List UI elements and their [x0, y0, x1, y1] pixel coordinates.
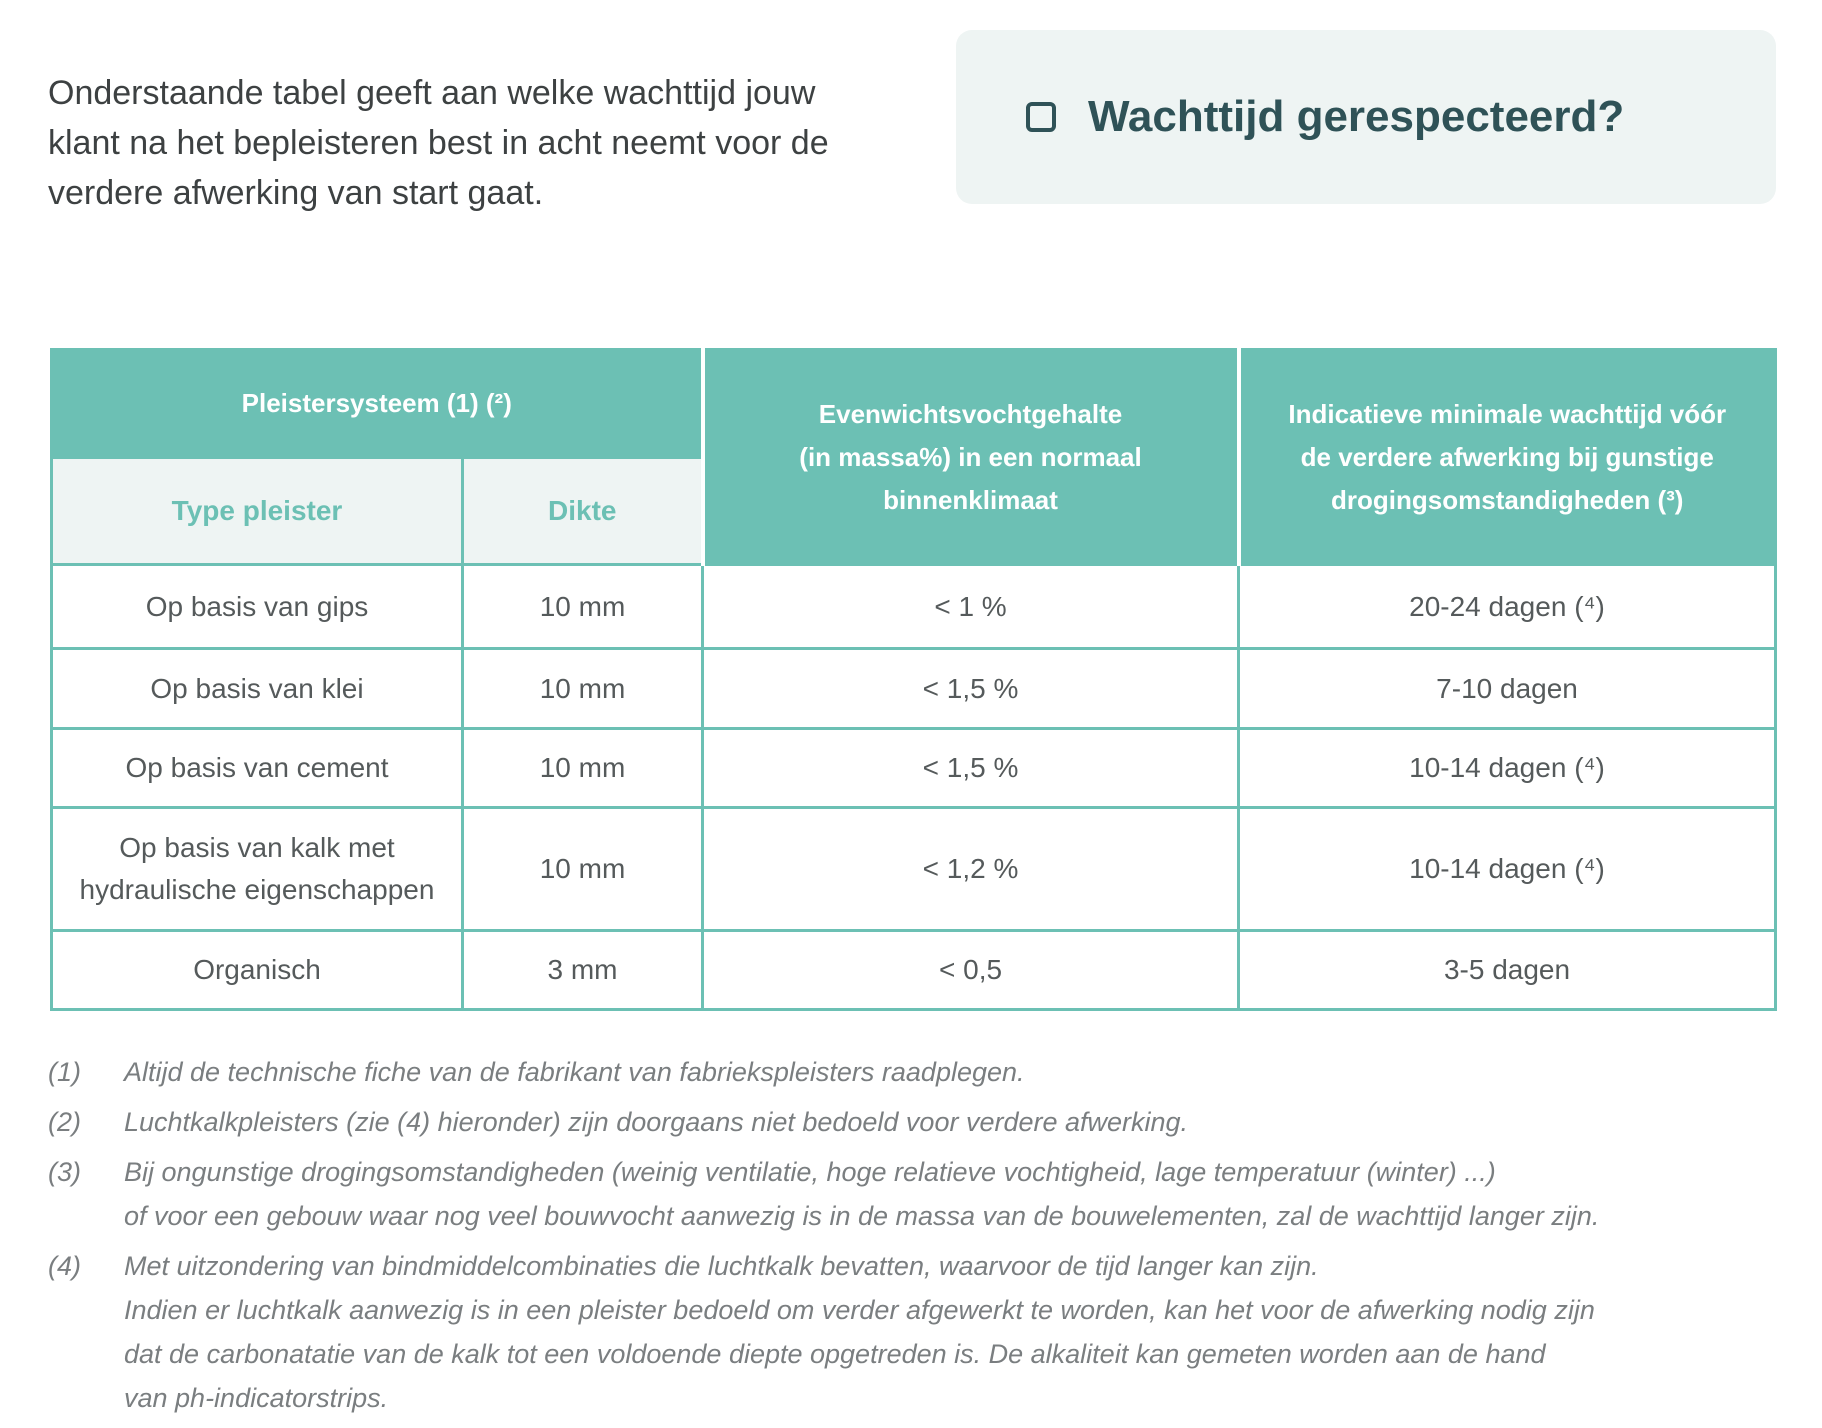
cell-moisture: < 1 %	[703, 565, 1239, 649]
footnote	[48, 1100, 1768, 1144]
footnote-number: (3)	[48, 1157, 81, 1187]
footnote-line: Met uitzondering van bindmiddelcombinaties die luchtkalk bevatten, waarvoor de tijd langer kan zijn.	[124, 1251, 1319, 1281]
footnote	[48, 1150, 1768, 1238]
footnote-text	[124, 1244, 1768, 1420]
header-moisture-line: (in massa%) in een normaal	[799, 441, 1142, 472]
header-type-plaster: Type pleister	[52, 458, 463, 565]
table-row	[52, 649, 1776, 729]
footnote-number: (4)	[48, 1251, 81, 1281]
cell-moisture: < 1,2 %	[703, 808, 1239, 931]
header-plaster-system: Pleistersysteem (1) (²)	[52, 350, 703, 458]
footnotes	[48, 1050, 1768, 1426]
footnote-text	[124, 1150, 1768, 1238]
wait-value: 10-14 dagen	[1409, 752, 1567, 783]
cell-type-line: hydraulische eigenschappen	[79, 874, 435, 905]
wait-value: 3-5 dagen	[1443, 954, 1571, 985]
header-thickness: Dikte	[463, 458, 703, 565]
cell-thickness: 3 mm	[463, 931, 703, 1010]
table-row	[52, 565, 1776, 649]
table-row	[52, 808, 1776, 931]
cell-thickness: 10 mm	[463, 729, 703, 808]
cell-type-line: Op basis van kalk met	[119, 832, 395, 863]
header-moisture-line: Evenwichtsvochtgehalte	[818, 398, 1123, 429]
wait-footnote: (⁴)	[1574, 590, 1605, 622]
footnote-text	[124, 1100, 1768, 1144]
table-row	[52, 931, 1776, 1010]
cell-thickness: 10 mm	[463, 565, 703, 649]
footnote-line: van ph-indicatorstrips.	[124, 1383, 389, 1413]
checklist-panel	[956, 30, 1776, 204]
cell-moisture: < 0,5	[703, 931, 1239, 1010]
cell-type: Op basis van klei	[52, 649, 463, 729]
footnote-line: Bij ongunstige drogingsomstandigheden (weinig ventilatie, hoge relatieve vochtigheid, lage temperatuur (winter) ...)	[124, 1157, 1496, 1187]
cell-thickness: 10 mm	[463, 649, 703, 729]
wait-value: 20-24 dagen	[1409, 590, 1567, 622]
footnote	[48, 1050, 1768, 1094]
cell-thickness: 10 mm	[463, 808, 703, 931]
header-wait-line: de verdere afwerking bij gunstige	[1300, 441, 1714, 472]
wait-value: 10-14 dagen	[1409, 853, 1567, 884]
footnote-text	[124, 1050, 1768, 1094]
wait-footnote: (⁴)	[1574, 752, 1605, 783]
header-wait-line: Indicatieve minimale wachttijd vóór	[1288, 398, 1727, 429]
wait-value: 7-10 dagen	[1436, 672, 1578, 704]
cell-type: Organisch	[52, 931, 463, 1010]
checklist-title: Wachttijd gerespecteerd?	[1088, 92, 1625, 141]
cell-waiting-time	[1239, 931, 1776, 1010]
cell-moisture: < 1,5 %	[703, 649, 1239, 729]
cell-waiting-time	[1239, 729, 1776, 808]
footnote-line: of voor een gebouw waar nog veel bouwvocht aanwezig is in de massa van de bouwelementen, zal de wachttijd langer zijn.	[124, 1201, 1600, 1231]
header-waiting-time	[1239, 350, 1776, 565]
cell-moisture: < 1,5 %	[703, 729, 1239, 808]
cell-type: Op basis van cement	[52, 729, 463, 808]
header-moisture-line: binnenklimaat	[883, 484, 1058, 515]
footnote	[48, 1244, 1768, 1420]
table-row	[52, 729, 1776, 808]
wait-footnote: (⁴)	[1574, 853, 1605, 884]
footnote-line: dat de carbonatatie van de kalk tot een voldoende diepte opgetreden is. De alkaliteit kan gemeten worden aan de hand	[124, 1339, 1546, 1369]
cell-type	[52, 808, 463, 931]
cell-waiting-time	[1239, 565, 1776, 649]
footnote-number: (1)	[48, 1057, 81, 1087]
footnote-line: Luchtkalkpleisters (zie (4) hieronder) zijn doorgaans niet bedoeld voor verdere afwerking.	[124, 1107, 1189, 1137]
cell-waiting-time	[1239, 649, 1776, 729]
wachttijd-checkbox[interactable]	[1026, 102, 1056, 132]
footnote-line: Altijd de technische fiche van de fabrikant van fabriekspleisters raadplegen.	[124, 1057, 1025, 1087]
footnote-line: Indien er luchtkalk aanwezig is in een pleister bedoeld om verder afgewerkt te worden, kan het voor de afwerking nodig zijn	[124, 1295, 1595, 1325]
header-wait-line: drogingsomstandigheden (³)	[1331, 484, 1684, 515]
waiting-time-table	[50, 348, 1777, 1011]
header-moisture	[703, 350, 1239, 565]
footnote-number: (2)	[48, 1107, 81, 1137]
intro-paragraph: Onderstaande tabel geeft aan welke wachttijd jouw klant na het bepleisteren best in acht neemt voor de verdere afwerking van start gaat.	[48, 74, 829, 212]
cell-waiting-time	[1239, 808, 1776, 931]
cell-type: Op basis van gips	[52, 565, 463, 649]
